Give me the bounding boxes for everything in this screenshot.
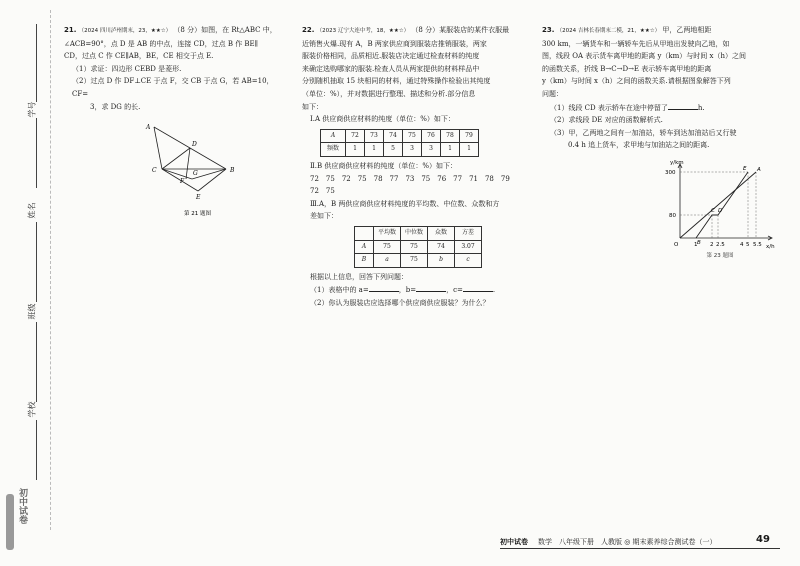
subquestion-1-unit: h. — [697, 103, 705, 112]
school-label: 学校 — [27, 401, 37, 418]
question-text: CD，过点 C 作 CE∥AB，BE，CE 相交于点 E. — [64, 52, 214, 61]
instruction-text: 根据以上信息，回答下列问题： — [310, 272, 408, 281]
name-line — [36, 222, 37, 302]
table-cell: 频数 — [321, 143, 346, 157]
point-label-f: F — [180, 178, 185, 186]
table-cell: 众数 — [428, 226, 455, 240]
question-number: 23. — [542, 26, 555, 34]
x-axis-label: x/h — [766, 243, 775, 250]
part-3-title-cont: 差如下： — [310, 212, 338, 221]
table-row — [321, 129, 479, 143]
answer-blank-c[interactable] — [463, 283, 496, 295]
x-tick-1: 1 — [694, 241, 698, 248]
y-axis-label: y/km — [670, 159, 684, 166]
question-source: （2024 吉林长春期末二模，21，★★☆） — [556, 28, 661, 34]
point-label-g: G — [193, 170, 198, 178]
table-cell: 3.07 — [455, 240, 482, 254]
subquestion-1-end: . — [492, 286, 496, 295]
subquestion-2: （2）求线段 DE 对应的函数解析式. — [550, 116, 663, 125]
subquestion-3-cont: 0.4 h 追上货车，求甲地与加油站之间的距离. — [568, 141, 710, 150]
question-text: （单位：%），并对数据进行整理、描述和分析.部分信息 — [302, 89, 476, 98]
table-cell — [355, 226, 374, 240]
question-text: 如下： — [302, 102, 323, 111]
brand-text: 初中试卷 — [17, 488, 27, 524]
y-tick-300: 300 — [665, 169, 676, 176]
table-cell: 1 — [460, 143, 479, 157]
table-cell: 76 — [422, 129, 441, 143]
figure-23-graph — [660, 158, 780, 250]
subquestion-1-text: （1）表格中的 a= — [310, 286, 369, 295]
table-cell: 中位数 — [401, 226, 428, 240]
table-cell: a — [374, 254, 401, 268]
subquestion-1 — [542, 101, 782, 115]
table-row — [355, 226, 482, 240]
subquestion-3: （3）甲，乙两地之间有一加油站，轿车到达加油站后又行驶 — [550, 128, 737, 137]
student-id-line-lower — [36, 118, 37, 188]
table-cell: A — [321, 129, 346, 143]
x-tick-5: 5 — [746, 241, 750, 248]
point-label-c: C — [152, 167, 157, 175]
question-text: 来确定选购哪家的服装.检查人员从两家提供的材料样品中 — [302, 64, 480, 73]
table-cell: 1 — [441, 143, 460, 157]
table-cell: 1 — [346, 143, 365, 157]
subquestion-1-text-c: ，c= — [446, 286, 463, 295]
class-label: 班级 — [27, 303, 37, 320]
x-tick-origin: O — [674, 241, 679, 248]
question-number: 22. — [302, 26, 315, 34]
x-tick-2-5: 2.5 — [716, 241, 725, 248]
question-text: y（km）与时间 x（h）之间的函数关系.请根据图象解答下列 — [542, 77, 731, 86]
data-list-b-cont: 72 75 — [310, 187, 335, 196]
y-tick-80: 80 — [669, 212, 676, 219]
point-label-b: B — [697, 239, 701, 246]
point-label-d: D — [192, 141, 197, 149]
x-tick-2: 2 — [710, 241, 714, 248]
name-label: 姓名 — [27, 202, 37, 219]
table-row — [321, 143, 479, 157]
frequency-table-a — [320, 129, 479, 157]
part-3-title: Ⅲ.A，B 两供应商供应材料纯度的平均数、中位数、众数和方 — [310, 199, 500, 208]
subquestion-1 — [302, 283, 527, 297]
table-row — [355, 254, 482, 268]
question-source: （2023 辽宁大连中考，18，★★☆） — [316, 28, 410, 34]
class-line — [36, 322, 37, 402]
table-cell: 1 — [365, 143, 384, 157]
question-source: （2024 四川泸州期末，23，★★☆） — [78, 28, 172, 34]
answer-blank-stop-time[interactable] — [668, 101, 698, 110]
question-text: 分别随机抽取 15 块相同的材料，通过特殊操作检验出其纯度 — [302, 77, 491, 86]
part-1-title: Ⅰ.A 供应商供应材料的纯度（单位：%）如下： — [310, 115, 455, 124]
subquestion-1: （1）求证：四边形 CEBD 是菱形. — [72, 64, 182, 73]
page-footer — [500, 533, 780, 551]
point-label-a: A — [757, 166, 761, 173]
figure-21-caption: 第 21 题图 — [184, 211, 211, 218]
question-text: （8 分）如图，在 Rt△ABC 中， — [173, 26, 277, 34]
question-text: （8 分）某服装店的某件衣服最 — [411, 26, 510, 34]
answer-blank-b[interactable] — [416, 283, 446, 292]
question-text: 近销售火爆.现有 A，B 两家供应商到服装店推销服装，两家 — [302, 39, 487, 48]
point-label-d: D — [718, 207, 723, 214]
table-cell: 75 — [403, 129, 422, 143]
table-cell: A — [355, 240, 374, 254]
data-list-b: 72 75 72 75 78 77 73 75 76 77 71 78 79 — [310, 174, 510, 183]
answer-blank-a[interactable] — [369, 283, 399, 292]
question-text: 图，线段 OA 表示货车离甲地的距离 y（km）与时间 x（h）之间 — [542, 52, 746, 61]
table-cell: B — [355, 254, 374, 268]
table-cell: 75 — [401, 240, 428, 254]
question-text: 300 km，一辆货车和一辆轿车先后从甲地出发驶向乙地，如 — [542, 39, 730, 48]
point-label-e: E — [743, 165, 747, 172]
table-cell: 78 — [441, 129, 460, 143]
table-cell: 3 — [403, 143, 422, 157]
point-label-b: B — [230, 167, 235, 175]
table-cell: 75 — [401, 254, 428, 268]
part-2-title: Ⅱ.B 供应商供应材料的纯度（单位：%）如下： — [310, 161, 458, 170]
question-text: 问题： — [542, 89, 563, 98]
graph-axes — [678, 164, 772, 240]
figure-23-caption: 第 23 题图 — [706, 252, 734, 259]
brand-logo — [6, 488, 30, 558]
question-21 — [64, 24, 286, 219]
brand-bar-icon — [6, 494, 14, 550]
question-number: 21. — [64, 26, 77, 34]
table-cell: 74 — [384, 129, 403, 143]
subquestion-1-text: （1）线段 CD 表示轿车在途中停留了 — [550, 103, 668, 112]
table-cell: 72 — [346, 129, 365, 143]
student-id-line — [36, 24, 37, 102]
subquestion-2: （2）你认为服装店应选择哪个供应商供应服装？为什么？ — [310, 298, 490, 307]
footer-rule — [500, 548, 780, 549]
x-tick-4: 4 — [740, 241, 744, 248]
graph-lines — [680, 172, 756, 238]
table-cell: 79 — [460, 129, 479, 143]
point-label-e: E — [196, 194, 201, 202]
question-text: ∠ACB=90°，点 D 是 AB 的中点，连接 CD，过点 B 作 BE∥ — [64, 39, 258, 48]
statistics-table — [354, 226, 482, 268]
cut-line — [50, 10, 51, 530]
footer-info: 数学 八年级下册 人教版 ◎ 期末素养综合测试卷（一） — [538, 538, 717, 546]
subquestion-2-cont: 3，求 DG 的长. — [90, 102, 141, 111]
footer-logo: 初中试卷 — [500, 538, 528, 546]
car-line-bcde — [696, 172, 748, 238]
question-text: 甲，乙两地相距 — [662, 26, 712, 34]
table-cell: c — [455, 254, 482, 268]
table-cell: 5 — [384, 143, 403, 157]
point-label-c: C — [711, 207, 715, 214]
table-cell: 75 — [374, 240, 401, 254]
question-22 — [302, 24, 527, 309]
table-row — [355, 240, 482, 254]
question-23 — [542, 24, 782, 263]
point-label-a: A — [146, 124, 151, 132]
question-text: 服装价格相同，品质相近.服装店决定通过检查材料的纯度 — [302, 52, 480, 61]
table-cell: 74 — [428, 240, 455, 254]
subquestion-1-text-b: ，b= — [398, 286, 417, 295]
subquestion-2: （2）过点 D 作 DF⊥CE 于点 F，交 CB 于点 G，若 AB=10，CF= — [72, 77, 274, 98]
page-number: 49 — [756, 534, 770, 545]
school-line — [36, 420, 37, 480]
figure-21-lines — [154, 127, 226, 191]
student-id-label: 学号 — [27, 101, 37, 118]
question-text: 的函数关系，折线 B→C→D→E 表示轿车离甲地的距离 — [542, 64, 712, 73]
binding-strip — [0, 0, 52, 566]
table-cell: b — [428, 254, 455, 268]
x-tick-5-5: 5.5 — [753, 241, 762, 248]
table-cell: 3 — [422, 143, 441, 157]
table-cell: 方差 — [455, 226, 482, 240]
table-cell: 73 — [365, 129, 384, 143]
figure-21 — [144, 121, 264, 219]
table-cell: 平均数 — [374, 226, 401, 240]
truck-line-oa — [680, 172, 756, 238]
